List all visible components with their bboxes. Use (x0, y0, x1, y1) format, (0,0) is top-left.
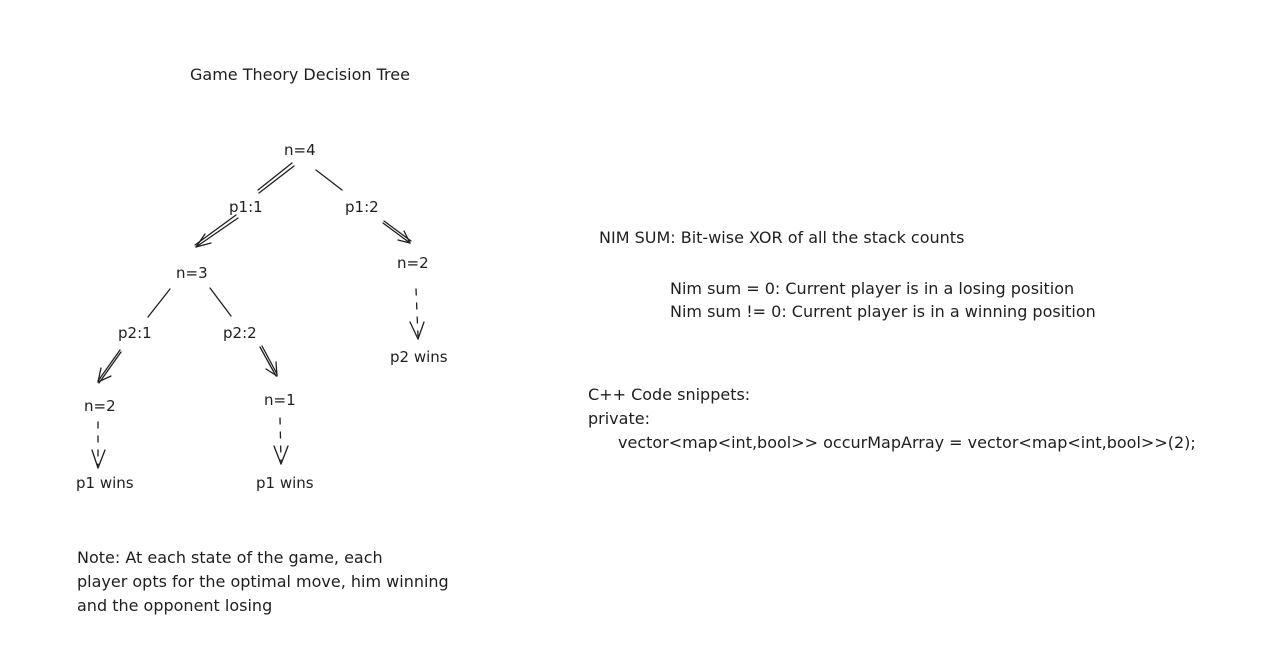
nim-sum-heading: NIM SUM: Bit-wise XOR of all the stack counts (599, 228, 965, 247)
edge-n1-to-outcome (274, 418, 288, 464)
edge-label-p2-1: p2:1 (118, 324, 152, 342)
edge-label-p2-2: p2:2 (223, 324, 257, 342)
outcome-p2-wins: p2 wins (390, 348, 448, 366)
note-line-1: Note: At each state of the game, each (77, 548, 383, 567)
edge-label-p1-1: p1:1 (229, 198, 263, 216)
node-n1: n=1 (264, 391, 296, 409)
nim-rule-winning: Nim sum != 0: Current player is in a winning position (670, 302, 1096, 321)
note-line-3: and the opponent losing (77, 596, 273, 615)
node-n3: n=3 (176, 264, 208, 282)
code-line-private: private: (588, 409, 650, 428)
node-n2-left: n=2 (84, 397, 116, 415)
node-n2-right: n=2 (397, 254, 429, 272)
note-line-2: player opts for the optimal move, him winning (77, 572, 449, 591)
edge-n2-right-to-outcome (410, 289, 424, 339)
nim-rule-losing: Nim sum = 0: Current player is in a losing position (670, 279, 1075, 298)
outcome-p1-wins-left: p1 wins (76, 474, 134, 492)
node-root: n=4 (284, 141, 316, 159)
code-heading: C++ Code snippets: (588, 385, 751, 404)
code-line-vector: vector<map<int,bool>> occurMapArray = vector<map<int,bool>>(2); (618, 433, 1196, 452)
diagram-title: Game Theory Decision Tree (190, 65, 410, 84)
edge-label-p1-2: p1:2 (345, 198, 379, 216)
outcome-p1-wins-middle: p1 wins (256, 474, 314, 492)
edge-n2-left-to-outcome (92, 422, 105, 468)
